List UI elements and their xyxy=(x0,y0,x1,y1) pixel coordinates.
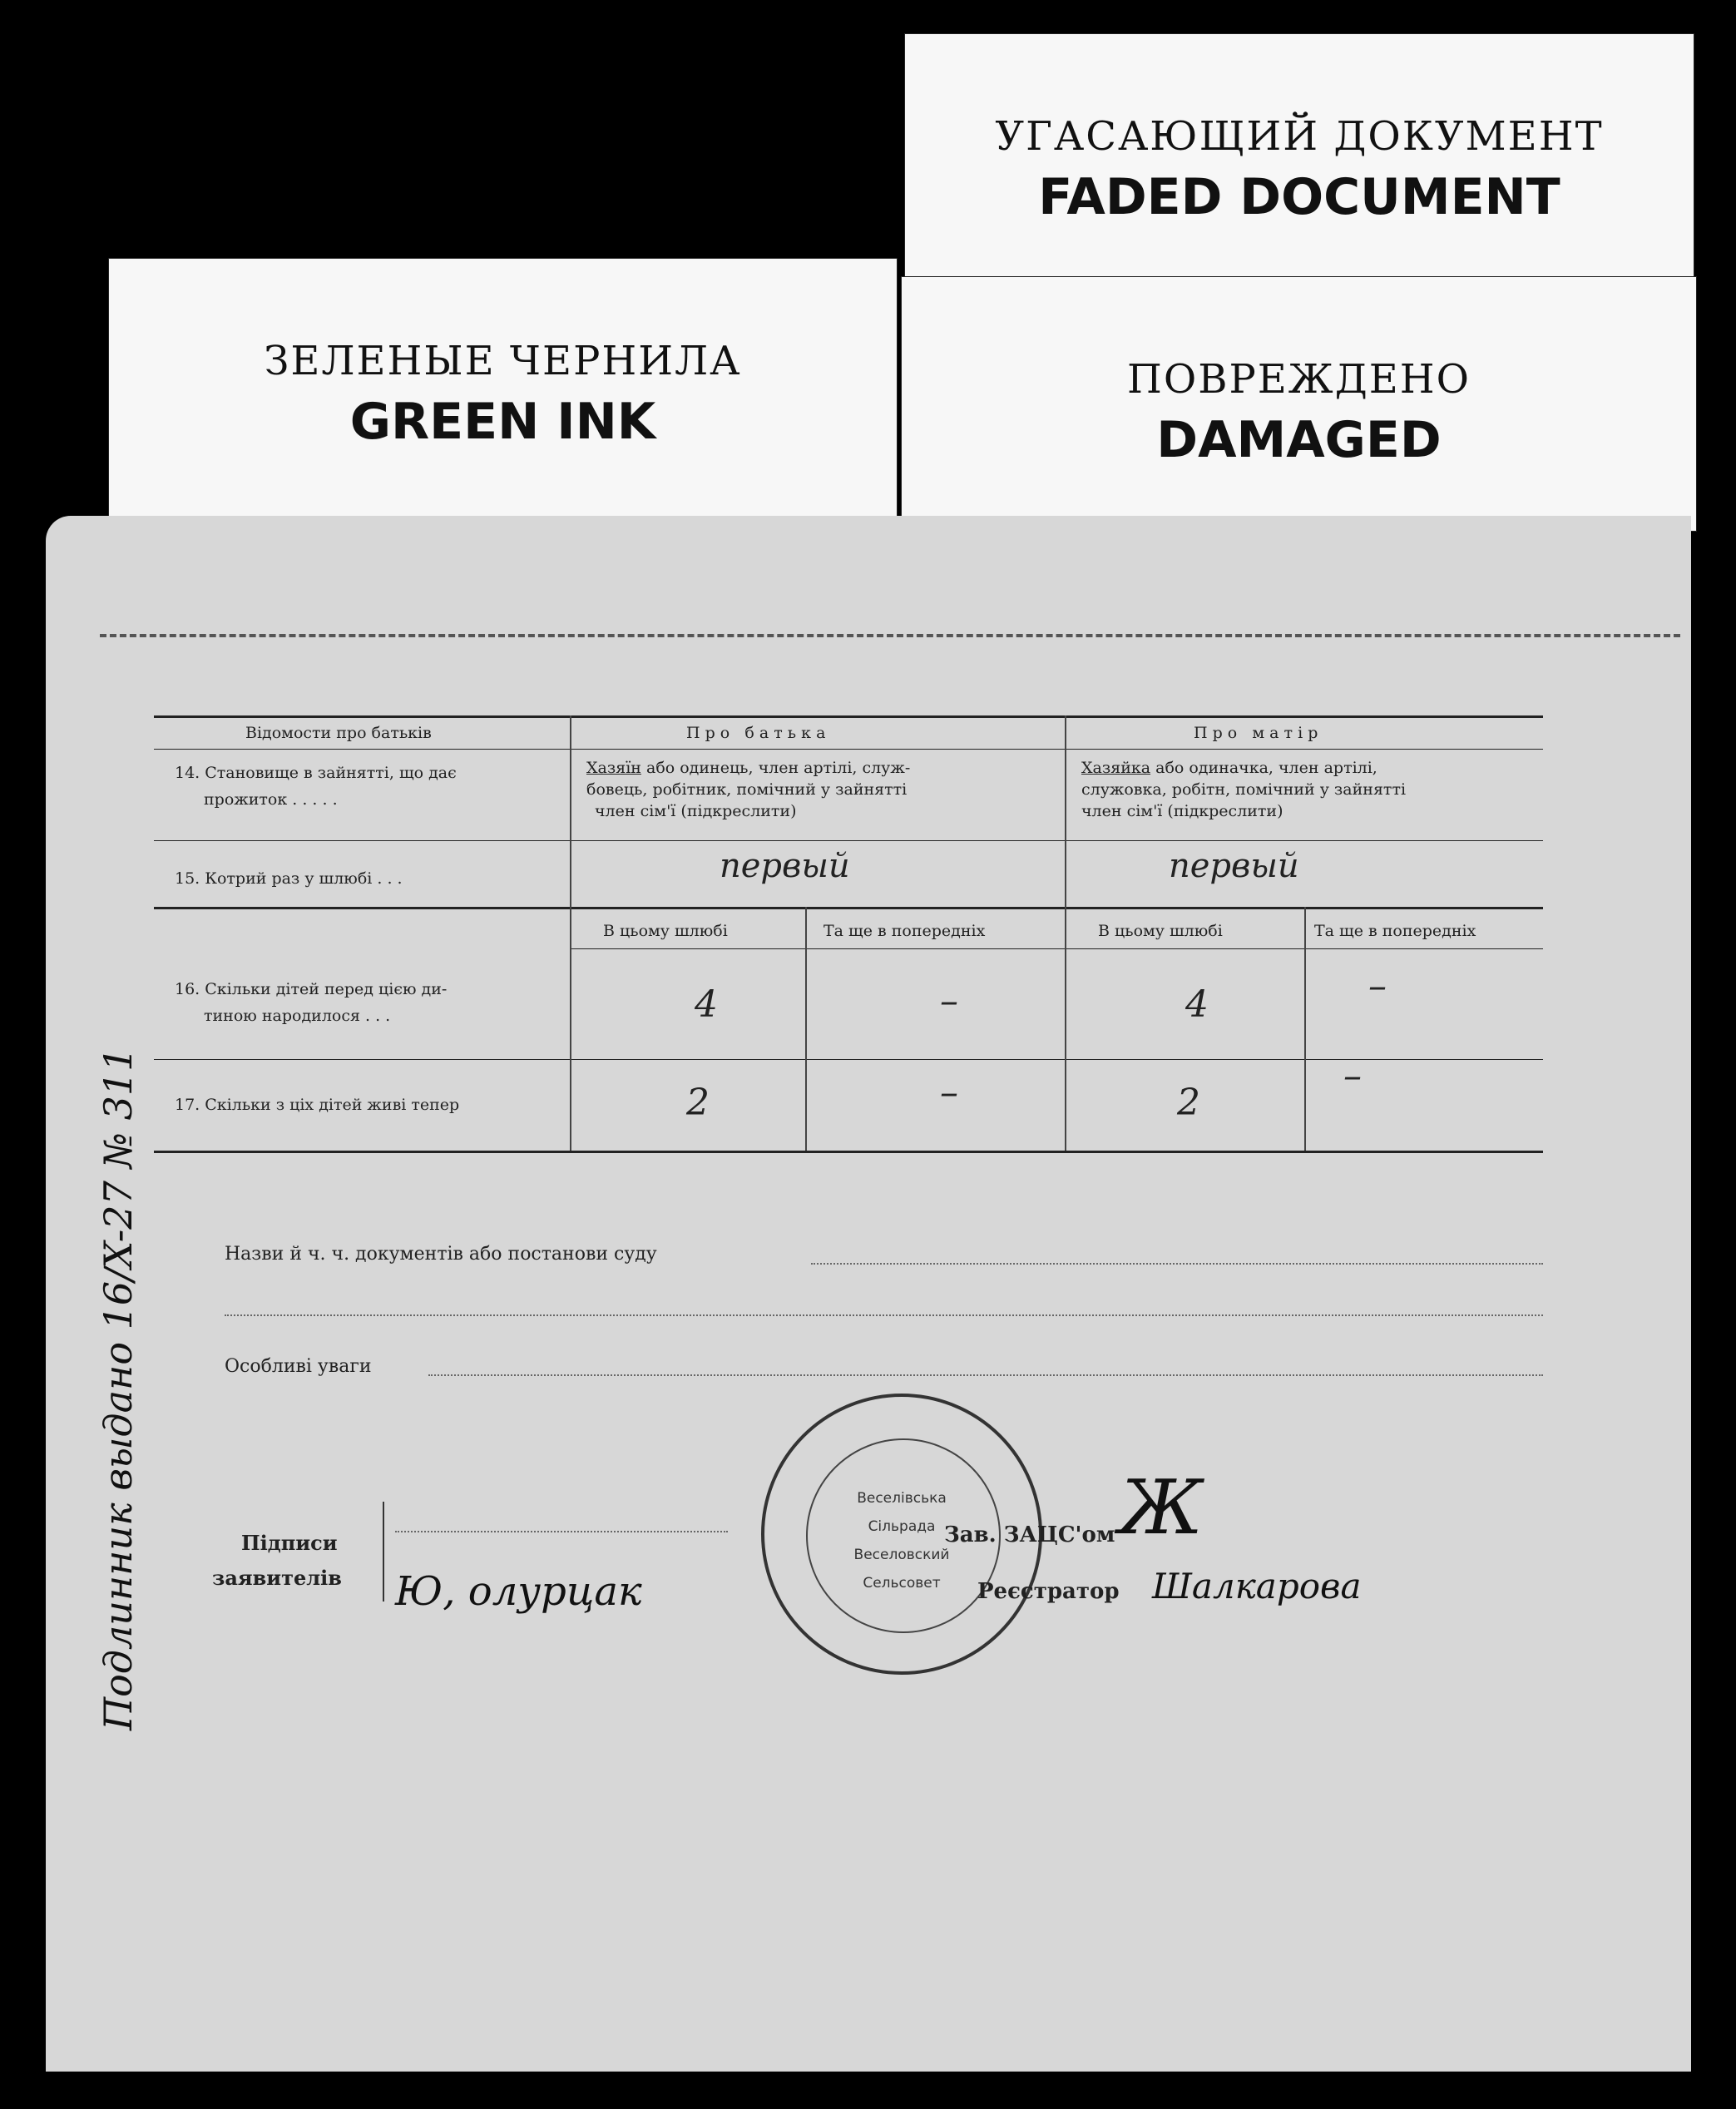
documents-line xyxy=(811,1263,1543,1265)
green-ink-label xyxy=(108,258,898,526)
registrar-label: Реєстратор xyxy=(977,1579,1120,1604)
perforation-line xyxy=(100,634,1680,637)
documents-line-2 xyxy=(225,1314,1543,1316)
row17-mother-this: 2 xyxy=(1177,1082,1200,1124)
documents-label: Назви й ч. ч. документів або постанови суду xyxy=(225,1244,657,1265)
faded-label-en: FADED DOCUMENT xyxy=(1038,168,1560,226)
signatures-label-1: Підписи xyxy=(241,1531,338,1555)
green-label-en: GREEN INK xyxy=(349,393,656,451)
head-zags-label: Зав. ЗАЦС'ом xyxy=(944,1522,1115,1547)
row15-mother-value: первый xyxy=(1169,847,1299,885)
damaged-label-en: DAMAGED xyxy=(1156,411,1442,469)
row14-label-2: прожиток . . . . . xyxy=(204,790,338,809)
notes-line xyxy=(428,1374,1543,1376)
row14-father-line2: бовець, робітник, помічний у зайнятті xyxy=(586,780,908,799)
damaged-label-ru: ПОВРЕЖДЕНО xyxy=(1126,356,1471,403)
head-parents-info: Відомости про батьків xyxy=(245,724,432,742)
row16-mother-prev: – xyxy=(1368,965,1387,1007)
row14-mother-line1: Хазяйка або одиначка, член артілі, xyxy=(1081,759,1377,777)
registrar-signature: Шалкарова xyxy=(1152,1566,1362,1607)
row16-label-1: 16. Скільки дітей перед цією ди- xyxy=(175,980,448,998)
sub-father-prev: Та ще в попередніх xyxy=(823,922,986,940)
row14-father-line1: Хазяїн або одинець, член артілі, служ- xyxy=(586,759,911,777)
row14-mother-line2: служовка, робітн, помічний у зайнятті xyxy=(1081,780,1407,799)
sub-father-this: В цьому шлюбі xyxy=(603,922,728,940)
form-page xyxy=(46,516,1691,2072)
row15-label: 15. Котрий раз у шлюбі . . . xyxy=(175,869,403,888)
sub-mother-this: В цьому шлюбі xyxy=(1098,922,1223,940)
head-father: П р о б а т ь к а xyxy=(686,724,826,742)
stamp-text: Веселівська Сільрада Веселовский Сельсовет xyxy=(853,1490,950,1592)
row14-mother-line3: член сім'ї (підкреслити) xyxy=(1081,802,1283,820)
signatures-label-2: заявителів xyxy=(212,1566,342,1590)
row16-father-this: 4 xyxy=(695,983,718,1026)
row14-father-line3: член сім'ї (підкреслити) xyxy=(595,802,797,820)
row16-father-prev: – xyxy=(940,980,958,1022)
head-mother: П р о м а т і р xyxy=(1194,724,1318,742)
green-label-ru: ЗЕЛЕНЫЕ ЧЕРНИЛА xyxy=(264,338,742,384)
row14-label-1: 14. Становище в зайнятті, що дає xyxy=(175,764,457,782)
head-signature: Ж xyxy=(1119,1464,1204,1552)
row16-label-2: тиною народилося . . . xyxy=(204,1007,391,1025)
row17-father-this: 2 xyxy=(686,1082,710,1124)
margin-note: Подлинник выдано 16/X-27 № 311 xyxy=(96,1047,141,1730)
signature-bracket xyxy=(383,1502,384,1602)
row16-mother-this: 4 xyxy=(1185,983,1209,1026)
faded-label-ru: УГАСАЮЩИЙ ДОКУМЕНТ xyxy=(995,113,1604,160)
row17-father-prev: – xyxy=(940,1072,958,1114)
applicant-signature: Ю, олурцак xyxy=(395,1568,642,1615)
sub-mother-prev: Та ще в попередніх xyxy=(1314,922,1476,940)
damaged-label xyxy=(901,276,1697,532)
row17-mother-prev: – xyxy=(1343,1055,1362,1097)
signature-line-1 xyxy=(395,1531,728,1532)
notes-label: Особливі уваги xyxy=(225,1356,372,1377)
row15-father-value: первый xyxy=(720,847,850,885)
row17-label: 17. Скільки з ціх дітей живі тепер xyxy=(175,1096,460,1114)
